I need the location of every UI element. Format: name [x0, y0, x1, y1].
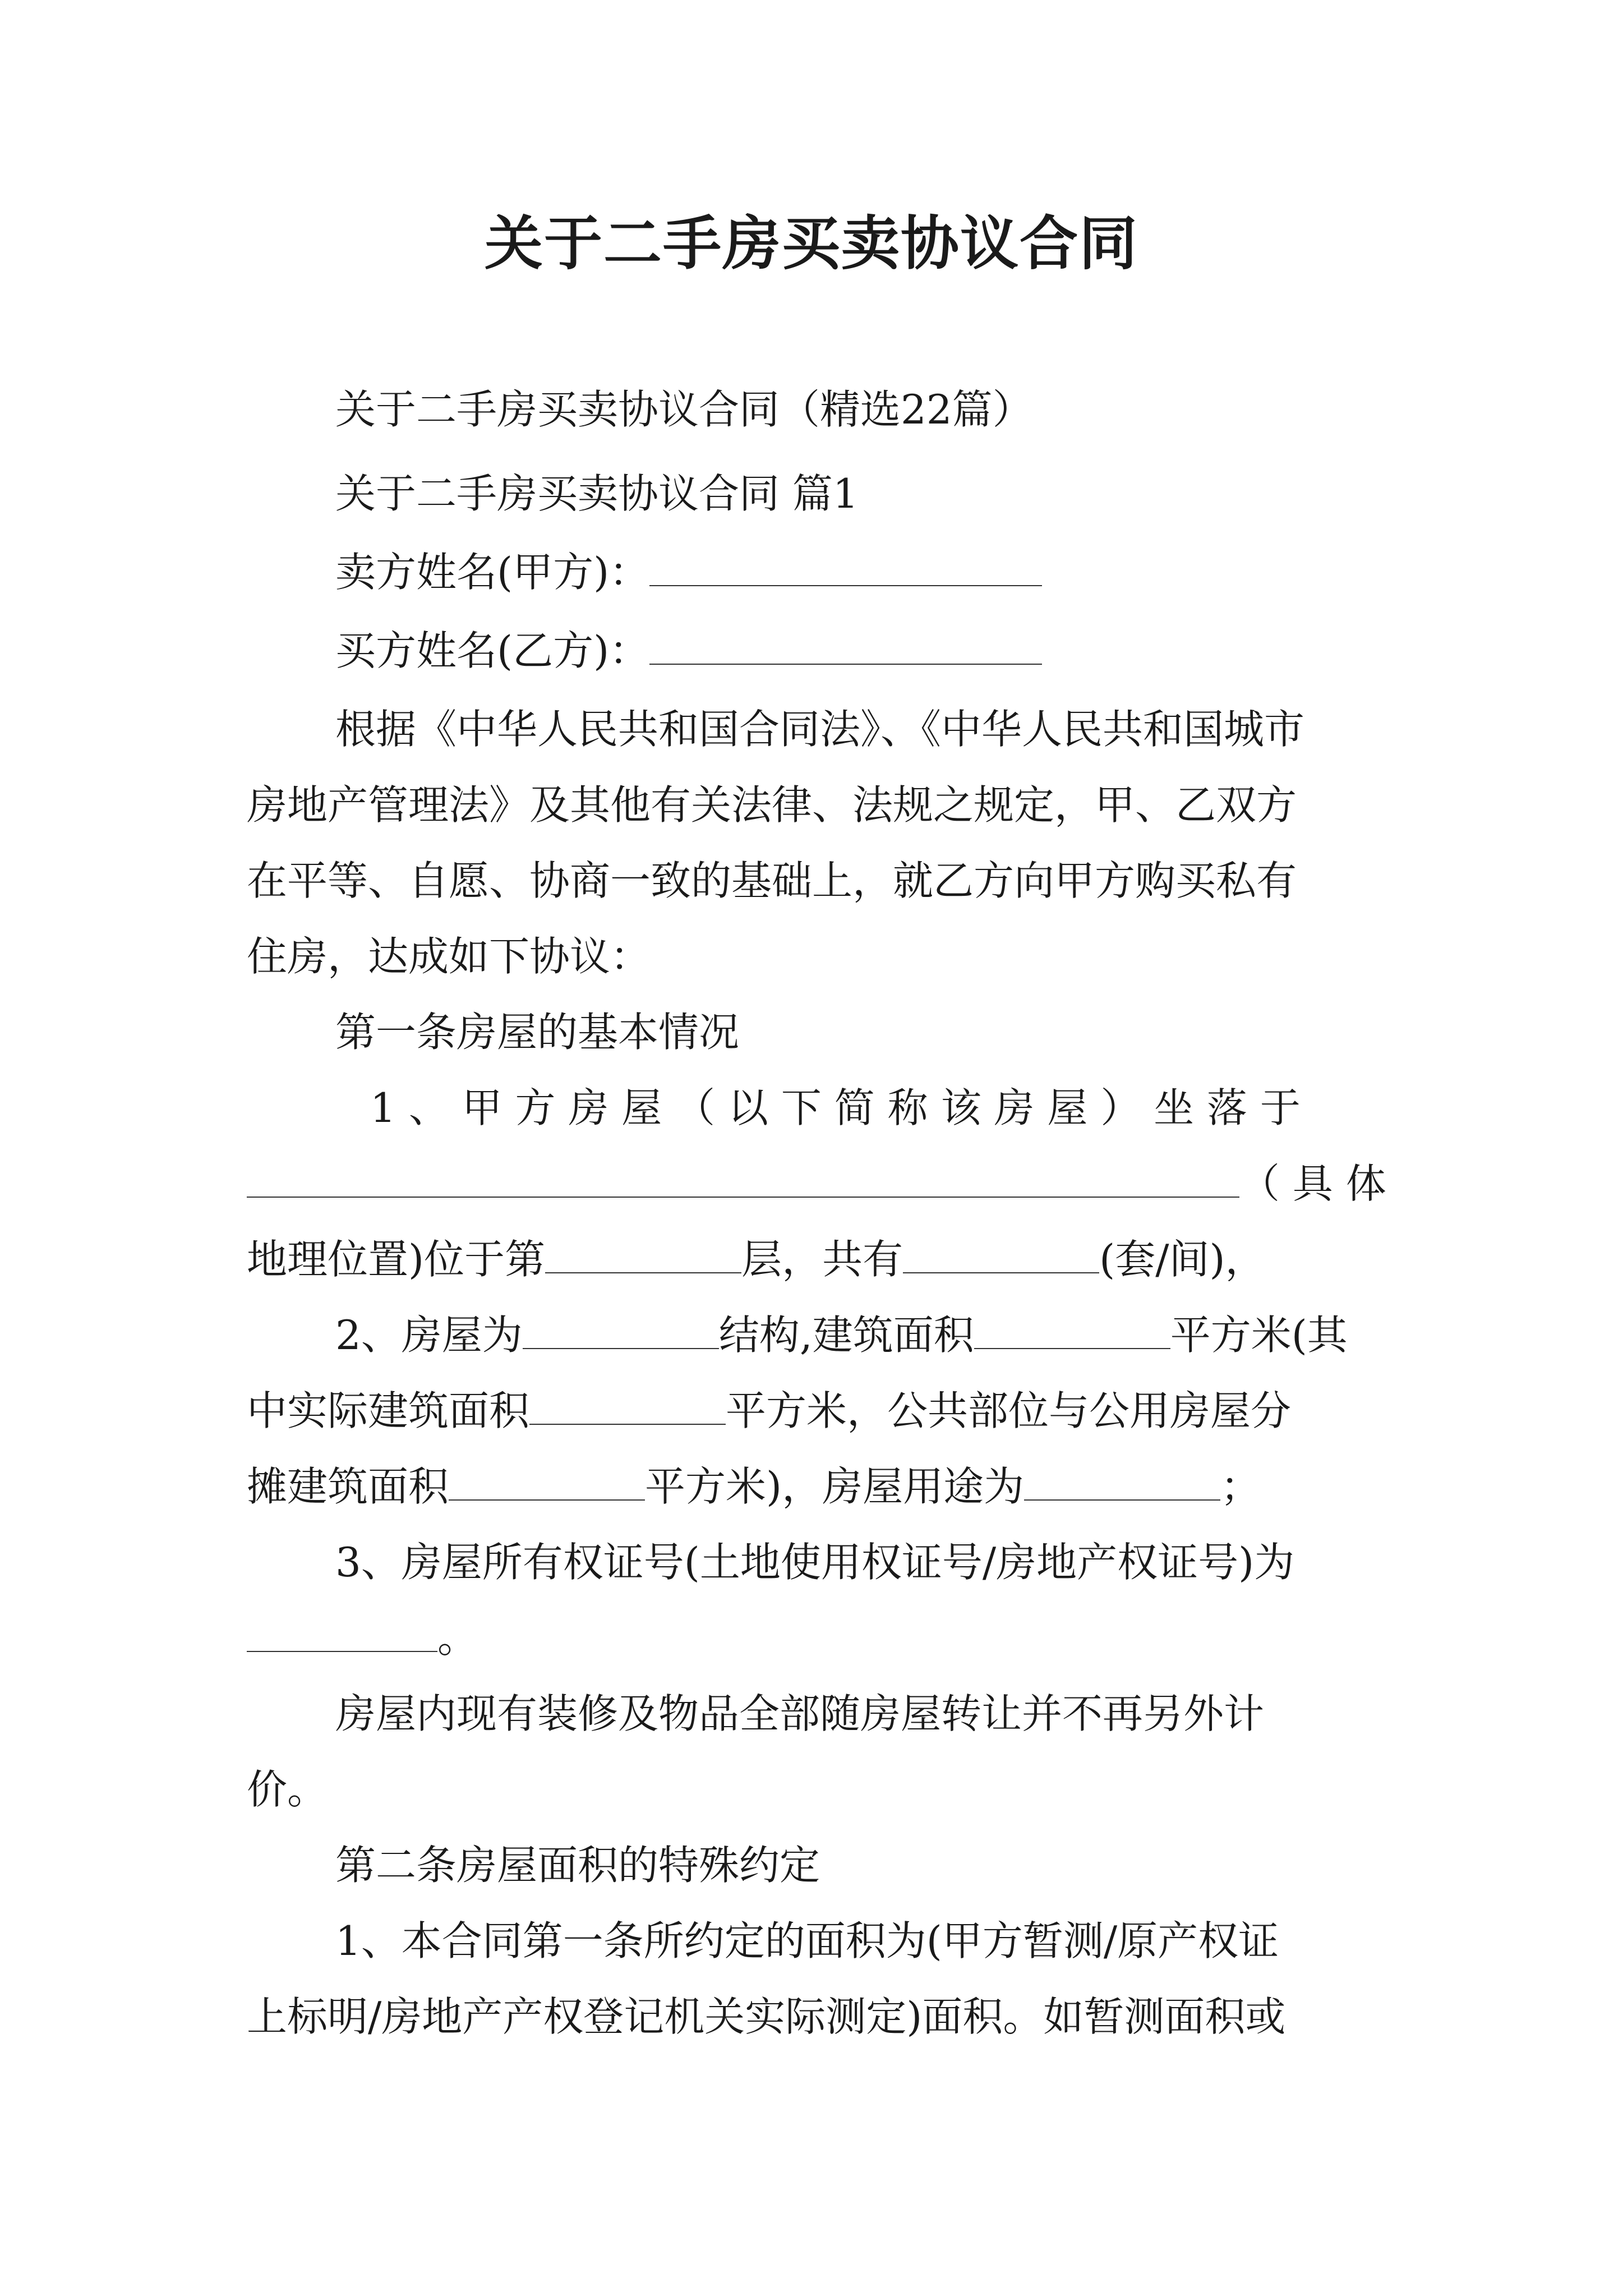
article1-item1-line3 [247, 1220, 1266, 1299]
buyer-row [335, 611, 1042, 690]
certificate-blank [247, 1613, 437, 1652]
article1-item2-line2 [247, 1372, 1291, 1450]
article2-heading: 第二条房屋面积的特殊约定 [335, 1842, 820, 1889]
actual-area-label: 中实际建筑面积 [247, 1387, 530, 1434]
article1-item3: 3、房屋所有权证号(土地使用权证号/房地产权证号)为 [335, 1539, 1295, 1586]
article1-item1-part2: （ 具 体 [1239, 1160, 1386, 1207]
intro-line-2: 房地产管理法》及其他有关法律、法规之规定，甲、乙双方 [247, 781, 1297, 829]
article1-item2-line1 [335, 1296, 1348, 1374]
buyer-name-blank [649, 625, 1042, 665]
article2-item1-line1: 1、本合同第一条所约定的面积为(甲方暂测/原产权证 [335, 1917, 1279, 1964]
certificate-end: 。 [437, 1614, 478, 1662]
floor-blank [545, 1234, 741, 1273]
total-label: 层，共有 [741, 1236, 903, 1283]
structure-blank [523, 1310, 719, 1349]
document-title: 关于二手房买卖协议合同 [484, 209, 1138, 278]
location-blank [247, 1158, 1239, 1198]
decor-line-2: 价。 [247, 1766, 328, 1813]
shared-build-label: 摊建筑面积 [247, 1463, 449, 1510]
shared-build-blank [449, 1461, 645, 1501]
area-label: 结构,建筑面积 [718, 1312, 974, 1359]
article1-item2-line3 [247, 1447, 1261, 1526]
usage-end: ； [1220, 1463, 1261, 1510]
article2-item1-line2: 上标明/房地产产权登记机关实际测定)面积。如暂测面积或 [247, 1993, 1286, 2040]
article1-item1-line1: 1 、 甲 方 房 屋 （ 以 下 简 称 该 房 屋 ） 坐 落 于 [370, 1084, 1301, 1131]
article1-item1-line2 [247, 1144, 1386, 1223]
structure-label: 2、房屋为 [335, 1312, 523, 1359]
article1-heading: 第一条房屋的基本情况 [335, 1009, 740, 1056]
seller-label: 卖方姓名(甲方)： [335, 549, 650, 596]
total-blank [903, 1234, 1099, 1273]
shared-area-label: 平方米，公共部位与公用房屋分 [726, 1387, 1292, 1434]
area-blank [974, 1310, 1170, 1349]
area-unit-label: 平方米(其 [1170, 1312, 1348, 1359]
buyer-label: 买方姓名(乙方)： [335, 627, 650, 674]
floor-label: 地理位置)位于第 [247, 1236, 546, 1283]
usage-label: 平方米)，房屋用途为 [645, 1463, 1025, 1510]
section-heading: 关于二手房买卖协议合同 篇1 [335, 470, 859, 517]
usage-blank [1024, 1461, 1220, 1501]
intro-line-3: 在平等、自愿、协商一致的基础上，就乙方向甲方购买私有 [247, 857, 1297, 904]
seller-name-blank [649, 547, 1042, 586]
unit-label: (套/间)， [1099, 1236, 1266, 1283]
document-subtitle: 关于二手房买卖协议合同（精选22篇） [335, 386, 1033, 433]
intro-line-4: 住房，达成如下协议： [247, 933, 651, 980]
actual-area-blank [529, 1386, 726, 1425]
intro-line-1: 根据《中华人民共和国合同法》、《中华人民共和国城市 [335, 706, 1305, 753]
article1-item3-line2 [247, 1599, 478, 1677]
decor-line-1: 房屋内现有装修及物品全部随房屋转让并不再另外计 [335, 1690, 1265, 1737]
seller-row [335, 533, 1042, 611]
